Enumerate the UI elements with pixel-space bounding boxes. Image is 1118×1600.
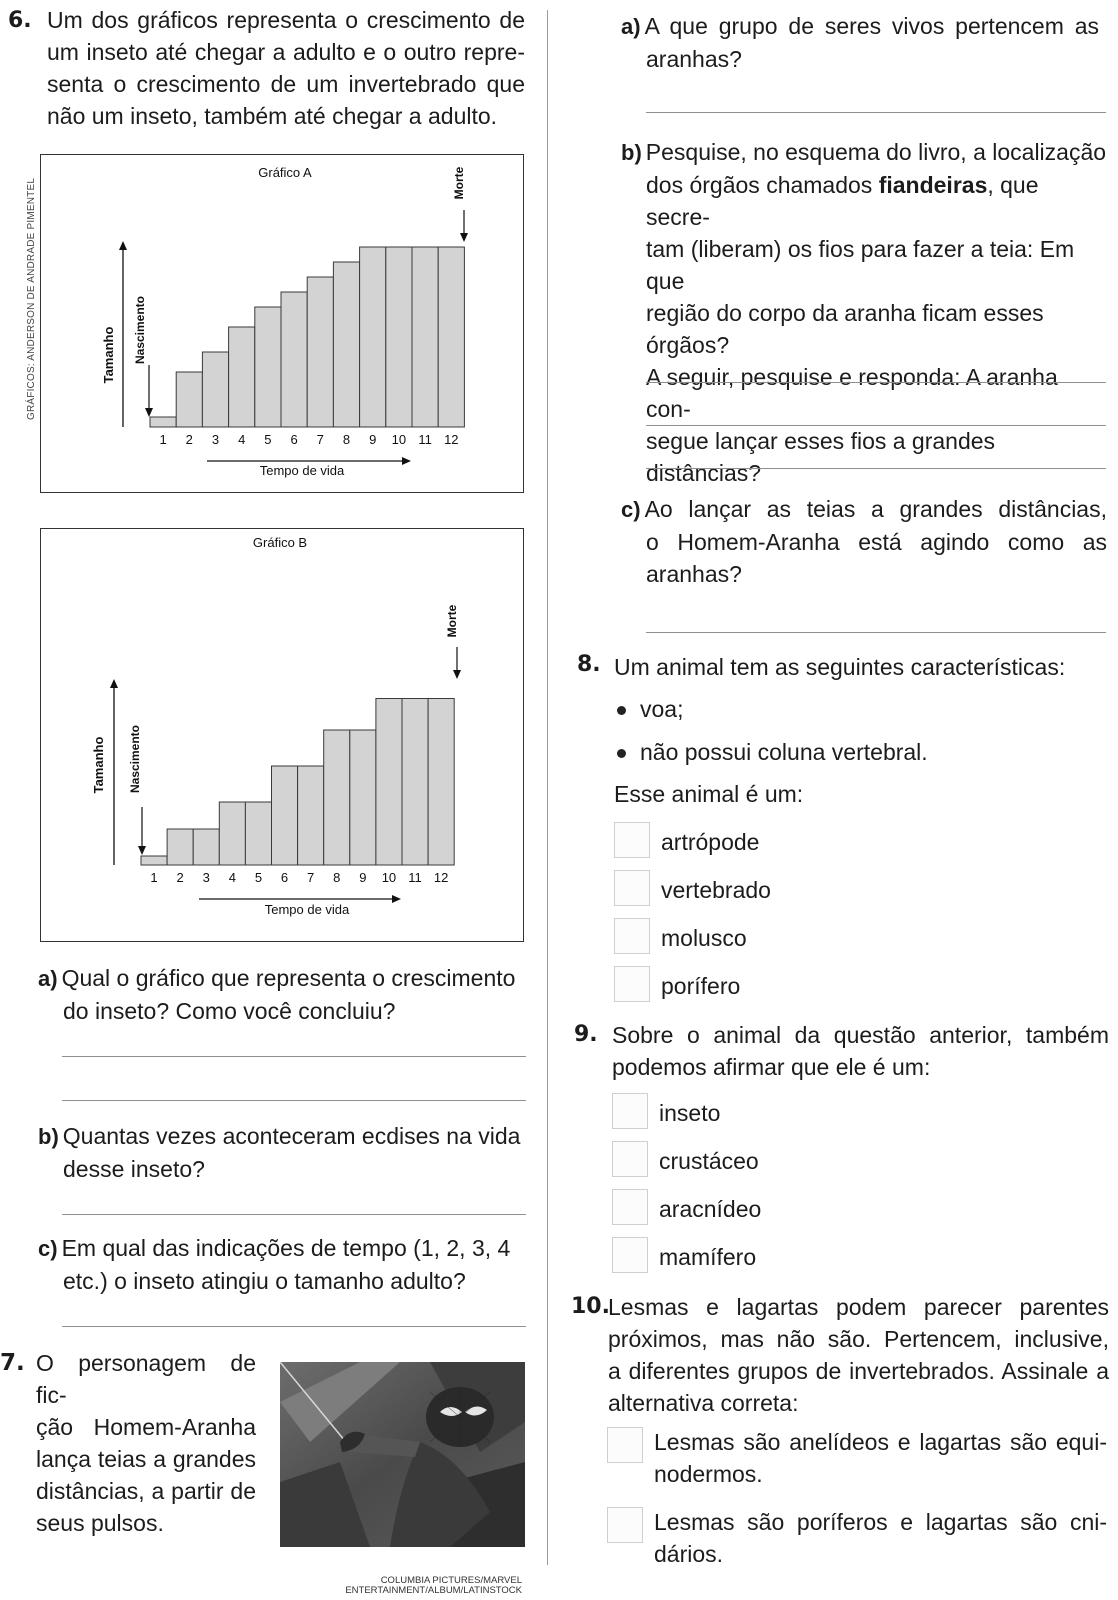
x-tick-label: 6 — [290, 432, 298, 447]
q6-line: um inseto até chegar a adulto e o outro repre- — [47, 39, 525, 65]
x-tick-label: 3 — [202, 870, 210, 885]
x-tick-label: 11 — [408, 870, 422, 885]
x-tick-label: 10 — [391, 432, 407, 447]
bar — [176, 372, 202, 427]
q8-prompt: Esse animal é um: — [614, 781, 804, 807]
birth-arrowhead — [138, 846, 146, 855]
question-7-text — [36, 1347, 256, 1539]
x-tick-label: 7 — [316, 432, 324, 447]
bar — [333, 262, 359, 427]
x-tick-label: 2 — [176, 870, 184, 885]
q8-option-label: molusco — [661, 925, 747, 951]
x-tick-label: 4 — [228, 870, 236, 885]
bar — [229, 327, 255, 427]
checkbox-option-10a[interactable] — [607, 1427, 643, 1463]
q6c-line: etc.) o inseto atingiu o tamanho adulto? — [63, 1268, 466, 1294]
question-6c — [38, 1232, 528, 1297]
q6c-line: Em qual das indicações de tempo (1, 2, 3, 4 — [61, 1235, 511, 1261]
death-arrowhead — [453, 670, 461, 679]
photo-credit-line: COLUMBIA PICTURES/MARVEL — [380, 1575, 522, 1586]
q7b-line: dos órgãos chamados — [646, 172, 879, 198]
q7b-line: Pesquise, no esquema do livro, a localização — [645, 139, 1107, 165]
q6-line: não um inseto, também até chegar a adulto. — [47, 103, 498, 129]
q10-option-line: nodermos. — [654, 1461, 763, 1487]
q8-option-label: vertebrado — [661, 877, 771, 903]
question-9-text — [612, 1019, 1109, 1083]
answer-line-7a[interactable] — [646, 112, 1106, 113]
bullet-icon — [617, 749, 626, 758]
question-7c — [621, 493, 1107, 590]
q7c-line: aranhas? — [646, 561, 742, 587]
y-axis-arrowhead — [119, 241, 127, 250]
x-tick-label: 8 — [342, 432, 351, 447]
x-tick-label: 3 — [211, 432, 220, 447]
question-7a — [621, 10, 1099, 75]
q9-option-label: aracnídeo — [659, 1196, 762, 1222]
death-annotation: Morte — [445, 604, 459, 638]
bar — [150, 417, 176, 427]
q6-line: Um dos gráficos representa o crescimento de — [47, 7, 525, 33]
answer-line-7b-1[interactable] — [646, 382, 1106, 383]
q10-line: a diferentes grupos de invertebrados. Assinale a — [608, 1358, 1109, 1384]
q10-option-a — [654, 1426, 1107, 1490]
bar — [202, 352, 228, 427]
question-7b — [621, 136, 1107, 489]
question-7-number: 7. — [0, 1350, 25, 1376]
x-tick-label: 2 — [185, 432, 193, 447]
q10-line: alternativa correta: — [608, 1390, 799, 1416]
y-axis-label: Tamanho — [101, 326, 116, 384]
answer-line-6a-2[interactable] — [62, 1100, 526, 1101]
q10-option-b — [654, 1506, 1107, 1570]
x-axis-label: Tempo de vida — [259, 463, 345, 478]
q7c-line: Ao lançar as teias a grandes distâncias, — [644, 496, 1107, 522]
y-axis-label: Tamanho — [91, 736, 106, 794]
q10-line: Lesmas e lagartas podem parecer parentes — [608, 1294, 1109, 1320]
q7-line: ção Homem-Aranha — [36, 1414, 256, 1440]
chart-a — [40, 154, 524, 493]
bar — [428, 699, 454, 866]
question-8-intro: Um animal tem as seguintes características: — [614, 654, 1066, 680]
q8-option-label: artrópode — [661, 829, 760, 855]
bar — [412, 247, 438, 427]
q7a-line: aranhas? — [646, 46, 742, 72]
checkbox-option-10b[interactable] — [607, 1507, 643, 1543]
spider-man-illustration — [280, 1362, 525, 1547]
birth-annotation: Nascimento — [133, 295, 147, 365]
bar — [386, 247, 412, 427]
q9-option-label: inseto — [659, 1100, 721, 1126]
q6c-label: c) — [38, 1236, 58, 1261]
checkbox-artropode[interactable] — [614, 822, 650, 858]
checkbox-aracnideo[interactable] — [612, 1189, 648, 1225]
q10-option-line: dários. — [654, 1541, 724, 1567]
question-6-text — [47, 4, 525, 132]
x-tick-label: 9 — [359, 870, 367, 885]
question-10-number: 10. — [571, 1294, 610, 1319]
bar — [141, 856, 167, 865]
chart-b-svg — [41, 529, 525, 943]
q7-line: distâncias, a partir de — [36, 1478, 256, 1504]
column-divider — [547, 10, 548, 1565]
bar — [219, 802, 245, 865]
q7-line: seus pulsos. — [36, 1510, 164, 1536]
x-tick-label: 4 — [238, 432, 246, 447]
chart-title: Gráfico A — [258, 165, 312, 180]
q6a-label: a) — [38, 966, 58, 991]
q7b-line: tam (liberam) os fios para fazer a teia: Em que — [646, 236, 1075, 294]
x-tick-label: 12 — [444, 432, 459, 447]
q10-line: próximos, mas não são. Pertencem, inclusive, — [608, 1326, 1109, 1352]
x-axis-arrowhead — [392, 895, 401, 903]
death-arrowhead — [460, 233, 468, 242]
bar — [245, 802, 271, 865]
x-axis-label: Tempo de vida — [264, 902, 350, 917]
x-tick-label: 1 — [159, 432, 167, 447]
x-tick-label: 5 — [264, 432, 272, 447]
bar — [255, 307, 281, 427]
q6b-label: b) — [38, 1124, 59, 1149]
chart-b — [40, 528, 524, 942]
spider-man-photo — [280, 1362, 525, 1547]
checkbox-crustaceo[interactable] — [612, 1141, 648, 1177]
checkbox-molusco[interactable] — [614, 918, 650, 954]
q6a-line: Qual o gráfico que representa o crescimento — [61, 965, 516, 991]
question-6-number: 6. — [8, 8, 32, 33]
chart-a-svg — [41, 155, 525, 494]
question-10-text — [608, 1291, 1109, 1419]
q8-bullet-text: não possui coluna vertebral. — [640, 739, 928, 765]
x-tick-label: 1 — [150, 870, 158, 885]
answer-line-7c[interactable] — [646, 632, 1106, 633]
x-tick-label: 7 — [307, 870, 315, 885]
q7a-line: A que grupo de seres vivos pertencem as — [644, 13, 1099, 39]
bar — [307, 277, 333, 427]
bar — [281, 292, 307, 427]
q6a-line: do inseto? Como você concluiu? — [63, 998, 396, 1024]
x-tick-label: 5 — [254, 870, 263, 885]
q6b-line: Quantas vezes aconteceram ecdises na vida — [62, 1123, 521, 1149]
x-tick-label: 11 — [418, 432, 432, 447]
q7c-line: o Homem-Aranha está agindo como as — [646, 529, 1107, 555]
checkbox-porifero[interactable] — [614, 966, 650, 1002]
answer-line-6b[interactable] — [62, 1214, 526, 1215]
bar — [272, 766, 298, 865]
q10-option-line: Lesmas são anelídeos e lagartas são equi- — [654, 1429, 1107, 1455]
birth-arrowhead — [145, 408, 153, 417]
q7b-line: , que secre- — [646, 172, 1039, 230]
q6b-line: desse inseto? — [63, 1156, 205, 1182]
question-6b — [38, 1120, 528, 1185]
question-8-number: 8. — [577, 652, 601, 677]
q7b-label: b) — [621, 140, 642, 165]
q9-line: podemos afirmar que ele é um: — [612, 1054, 931, 1080]
x-tick-label: 10 — [381, 870, 397, 885]
q7c-label: c) — [621, 497, 641, 522]
q8-option-label: porífero — [661, 973, 741, 999]
bar — [376, 699, 402, 866]
x-tick-label: 12 — [433, 870, 449, 885]
x-tick-label: 9 — [369, 432, 377, 447]
q6-line: senta o crescimento de um invertebrado que — [47, 71, 525, 97]
q9-line: Sobre o animal da questão anterior, também — [612, 1022, 1109, 1048]
death-annotation: Morte — [452, 166, 466, 200]
bar — [324, 730, 350, 865]
x-axis-arrowhead — [402, 457, 411, 465]
q9-option-label: crustáceo — [659, 1148, 759, 1174]
bar — [193, 829, 219, 865]
q7-line: lança teias a grandes — [36, 1446, 256, 1472]
x-tick-label: 6 — [280, 870, 289, 885]
photo-credit — [280, 1576, 522, 1596]
bar — [298, 766, 324, 865]
q7a-label: a) — [621, 14, 641, 39]
bar — [167, 829, 193, 865]
q9-option-label: mamífero — [659, 1244, 757, 1270]
checkbox-mamifero[interactable] — [612, 1237, 648, 1273]
chart-title: Gráfico B — [252, 535, 308, 550]
answer-line-7b-2[interactable] — [646, 425, 1106, 426]
q7b-line: região do corpo da aranha ficam esses órgãos? — [646, 300, 1044, 358]
checkbox-inseto[interactable] — [612, 1093, 648, 1129]
q10-option-line: Lesmas são poríferos e lagartas são cni- — [654, 1509, 1107, 1535]
bullet-icon — [617, 706, 626, 715]
q8-bullet-text: voa; — [640, 696, 684, 722]
answer-line-6a-1[interactable] — [62, 1056, 526, 1057]
graphs-credit: GRÁFICOS: ANDERSON DE ANDRADE PIMENTEL — [26, 177, 37, 420]
bar — [438, 247, 464, 427]
q7-line: O personagem de fic- — [36, 1350, 256, 1408]
q7b-bold-term: fiandeiras — [878, 172, 988, 198]
question-9-number: 9. — [574, 1022, 598, 1047]
birth-annotation: Nascimento — [128, 724, 142, 794]
answer-line-7b-3[interactable] — [646, 468, 1106, 469]
checkbox-vertebrado[interactable] — [614, 870, 650, 906]
photo-credit-line: ENTERTAINMENT/ALBUM/LATINSTOCK — [345, 1585, 522, 1596]
x-tick-label: 8 — [333, 870, 341, 885]
bar — [350, 730, 376, 865]
y-axis-arrowhead — [110, 679, 118, 688]
question-6a — [38, 962, 528, 1027]
q7b-line: segue lançar esses fios a grandes distâncias? — [646, 428, 996, 486]
bar — [402, 699, 428, 866]
q7b-line: A seguir, pesquise e responda: A aranha con- — [646, 364, 1058, 422]
answer-line-6c[interactable] — [62, 1326, 526, 1327]
bar — [360, 247, 386, 427]
